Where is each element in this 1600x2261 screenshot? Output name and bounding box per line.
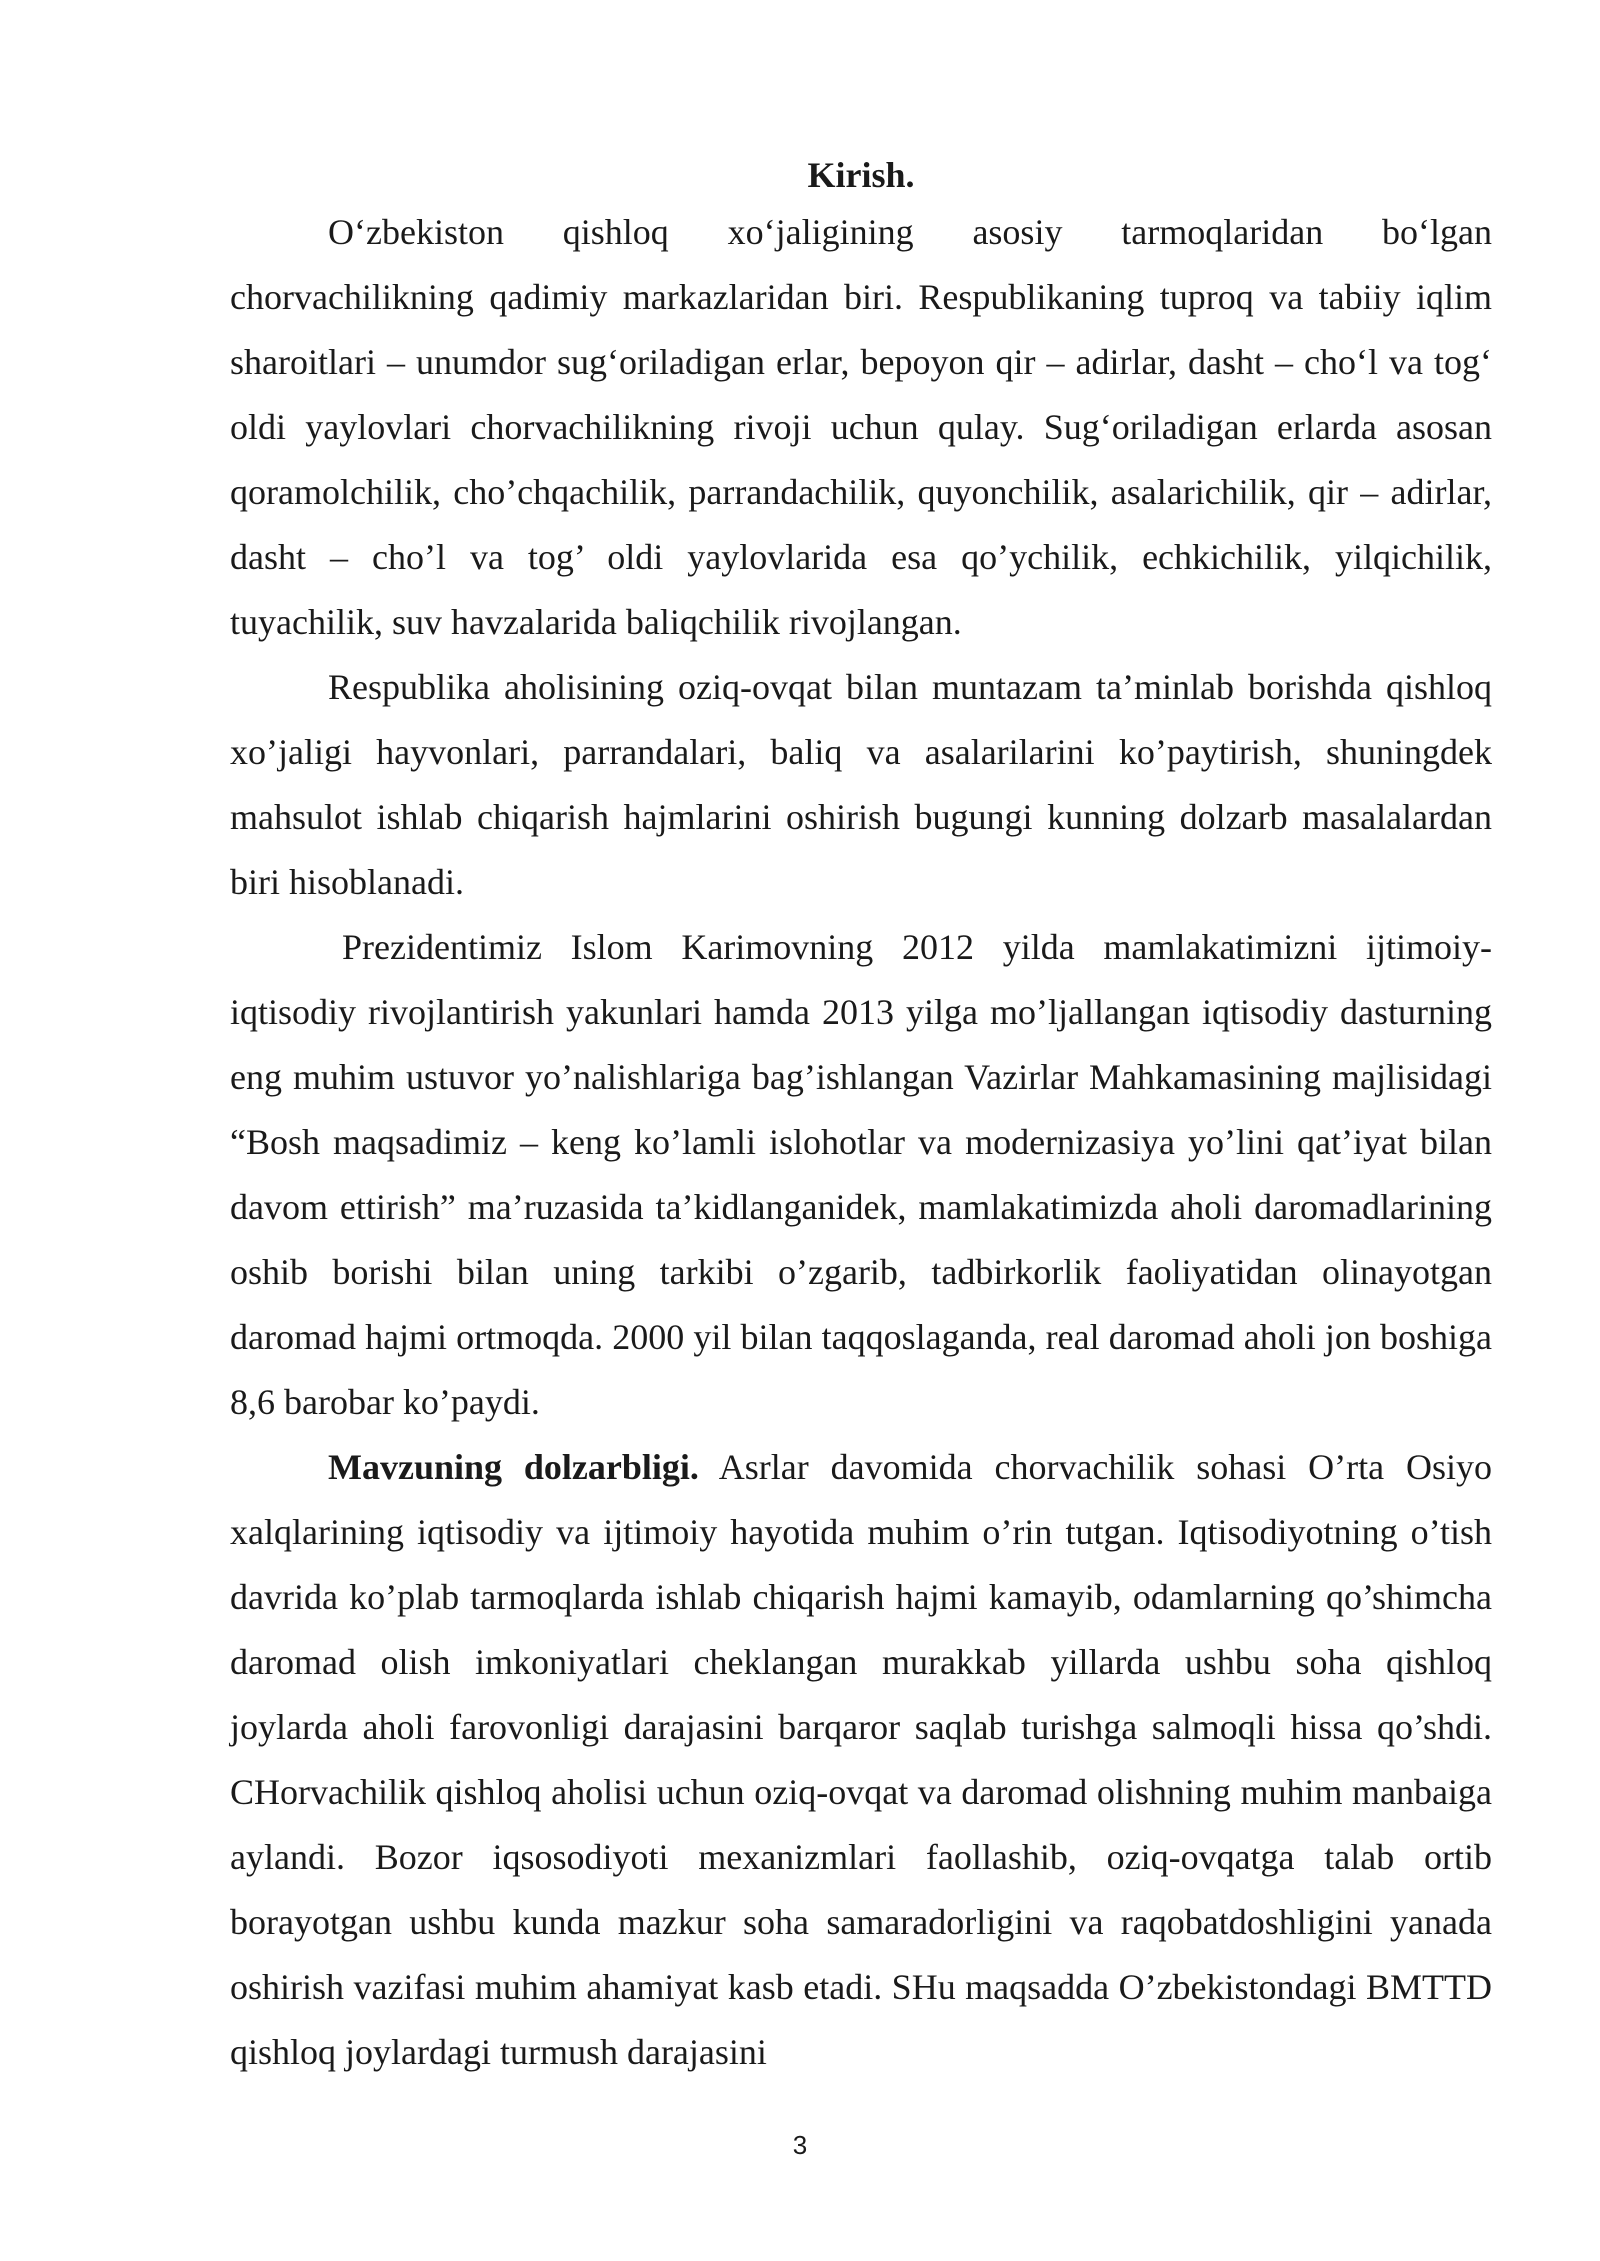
document-body [230,150,1492,2085]
paragraph-food-supply [230,655,1492,915]
paragraph-lead: Mavzuning dolzarbligi. [328,1447,699,1487]
paragraph-intro [230,200,1492,655]
page-title: Kirish. [807,155,915,195]
page-number: 3 [792,2130,808,2160]
paragraph-text: Respublika aholisining oziq-ovqat bilan muntazam ta’minlab borishda qishloq xo’jaligi hayvonlari, parrandalari, baliq va asalarilarini ko’paytirish, shuningdek mahsulot ishlab chiqarish hajmlarini oshirish bugungi kunning dolzarb masalalardan biri hisoblanadi. [230,667,1492,902]
paragraph-text: O‘zbekiston qishloq xo‘jaligining asosiy tarmoqlaridan bo‘lgan chorvachilikning qadimiy markazlaridan biri. Respublikaning tuproq va tabiiy iqlim sharoitlari – unumdor sug‘oriladigan erlar, bepoyon qir – adirlar, dasht – cho‘l va tog‘ oldi yaylovlari chorvachilikning rivoji uchun qulay. Sug‘oriladigan erlarda asosan qoramolchilik, cho’chqachilik, parrandachilik, quyonchilik, asalarichilik, qir – adirlar, dasht – cho’l va tog’ oldi yaylovlarida esa qo’ychilik, echkichilik, yilqichilik, tuyachilik, suv havzalarida baliqchilik rivojlangan. [230,212,1492,642]
paragraph-text: Asrlar davomida chorvachilik sohasi O’rta Osiyo xalqlarining iqtisodiy va ijtimoiy hayotida muhim o’rin tutgan. Iqtisodiyotning o’tish davrida ko’plab tarmoqlarda ishlab chiqarish hajmi kamayib, odamlarning qo’shimcha daromad olish imkoniyatlari cheklangan murakkab yillarda ushbu soha qishloq joylarda aholi farovonligi darajasini barqaror saqlab turishga salmoqli hissa qo’shdi. CHorvachilik qishloq aholisi uchun oziq-ovqat va daromad olishning muhim manbaiga aylandi. Bozor iqsosodiyoti mexanizmlari faollashib, oziq-ovqatga talab ortib borayotgan ushbu kunda mazkur soha samaradorligini va raqobatdoshligini yanada oshirish vazifasi muhim ahamiyat kasb etadi. SHu maqsadda O’zbekistondagi BMTTD qishloq joylardagi turmush darajasini [230,1447,1492,2072]
paragraph-text: Prezidentimiz Islom Karimovning 2012 yilda mamlakatimizni ijtimoiy-iqtisodiy rivojlantirish yakunlari hamda 2013 yilga mo’ljallangan iqtisodiy dasturning eng muhim ustuvor yo’nalishlariga bag’ishlangan Vazirlar Mahkamasining majlisidagi “Bosh maqsadimiz – keng ko’lamli islohotlar va modernizasiya yo’lini qat’iyat bilan davom ettirish” ma’ruzasida ta’kidlanganidek, mamlakatimizda aholi daromadlarining oshib borishi bilan uning tarkibi o’zgarib, tadbirkorlik faoliyatidan olinayotgan daromad hajmi ortmoqda. 2000 yil bilan taqqoslaganda, real daromad aholi jon boshiga 8,6 barobar ko’paydi. [230,927,1492,1422]
paragraph-president [230,915,1492,1435]
paragraph-relevance [230,1435,1492,2085]
